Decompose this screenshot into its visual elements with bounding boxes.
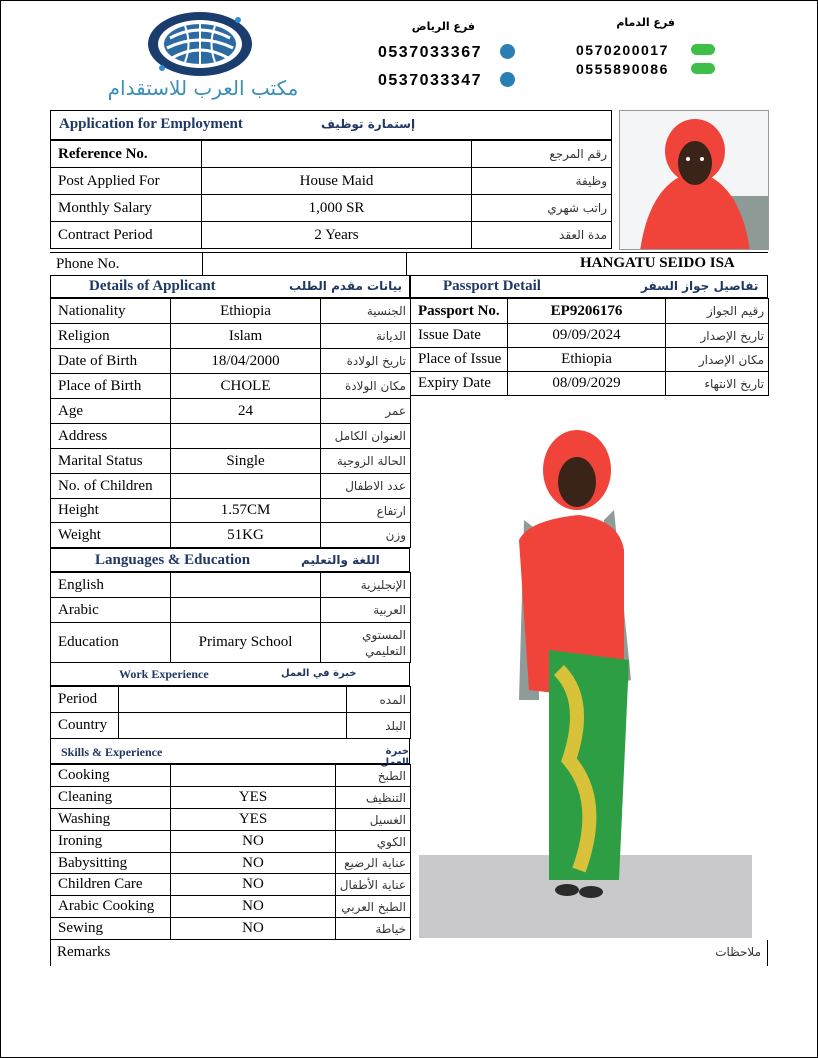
passport-row-label: Place of Issue (411, 348, 508, 372)
work-row-value (119, 713, 347, 739)
languages-row-label-ar: العربية (321, 598, 411, 623)
details-row-label: Age (51, 399, 171, 424)
applicant-portrait (619, 110, 769, 250)
post-label-ar: وظيفة (472, 168, 612, 195)
table-row (51, 874, 411, 896)
contract-label: Contract Period (51, 222, 202, 249)
contract-value: 2 Years (202, 222, 472, 249)
languages-row-label: Education (51, 623, 171, 663)
skills-row-label-ar: عناية الرضيع (336, 853, 411, 874)
riyadh-phone-2: 0537033347 (378, 72, 515, 90)
details-row-label: Weight (51, 523, 171, 548)
details-title-en: Details of Applicant (89, 278, 216, 294)
table-row (51, 499, 411, 523)
passport-row-label-ar: تاريخ الانتهاء (666, 372, 769, 396)
table-row (51, 324, 411, 349)
work-row-label-ar: البلد (347, 713, 411, 739)
form-title-ar: إستمارة توظيف (321, 117, 416, 131)
table-row (51, 141, 612, 168)
passport-row-label: Issue Date (411, 324, 508, 348)
table-row (51, 474, 411, 499)
work-title-ar: خبرة في العمل (281, 668, 357, 679)
table-row (51, 299, 411, 324)
languages-row-label-ar: المستوي التعليمي (321, 623, 411, 663)
dammam-phone-1: 0570200017 (576, 42, 715, 60)
details-row-value: Islam (171, 324, 321, 349)
details-row-label-ar: عدد الاطفال (321, 474, 411, 499)
details-row-label: Place of Birth (51, 374, 171, 399)
work-row-value (119, 687, 347, 713)
phone-value (202, 253, 407, 275)
dammam-branch-label: فرع الدمام (616, 16, 675, 29)
form-title-en: Application for Employment (59, 116, 243, 132)
details-row-label: Religion (51, 324, 171, 349)
skills-row-label: Arabic Cooking (51, 896, 171, 918)
phone-icon (691, 63, 715, 74)
table-row (51, 168, 612, 195)
riyadh-branch-label: فرع الرياض (411, 20, 475, 33)
languages-row-label: Arabic (51, 598, 171, 623)
languages-row-value (171, 573, 321, 598)
remarks-label: Remarks (57, 944, 111, 960)
applicant-full-photo (419, 400, 752, 938)
languages-title-ar: اللغة والتعليم (301, 553, 380, 567)
details-row-value (171, 474, 321, 499)
skills-row-label: Cleaning (51, 787, 171, 809)
table-row (51, 598, 411, 623)
passport-row-value: EP9206176 (508, 299, 666, 324)
skills-row-value: NO (171, 831, 336, 853)
applicant-name: HANGATU SEIDO ISA (580, 255, 735, 271)
whatsapp-icon (500, 44, 515, 59)
details-row-label-ar: وزن (321, 523, 411, 548)
top-info-table (50, 140, 612, 249)
remarks-label-ar: ملاحظات (715, 945, 761, 959)
office-name: مكتب العرب للاستقدام (107, 76, 299, 100)
skills-title-ar: خبرة العمل (380, 746, 409, 768)
skills-row-label-ar: الغسيل (336, 809, 411, 831)
skills-row-label-ar: عناية الأطفال (336, 874, 411, 896)
details-row-value: 18/04/2000 (171, 349, 321, 374)
table-row (51, 424, 411, 449)
skills-row-label: Washing (51, 809, 171, 831)
details-row-label: Date of Birth (51, 349, 171, 374)
skills-row-label-ar: التنظيف (336, 787, 411, 809)
skills-row-label-ar: خياطة (336, 918, 411, 940)
details-row-label-ar: مكان الولادة (321, 374, 411, 399)
reference-label: Reference No. (51, 141, 202, 168)
table-row (51, 687, 411, 713)
salary-label-ar: راتب شهري (472, 195, 612, 222)
passport-title-en: Passport Detail (443, 278, 541, 294)
table-row (51, 809, 411, 831)
passport-row-label: Expiry Date (411, 372, 508, 396)
languages-row-value: Primary School (171, 623, 321, 663)
table-row (411, 299, 769, 324)
phone-icon (691, 44, 715, 55)
salary-label: Monthly Salary (51, 195, 202, 222)
details-row-value: 51KG (171, 523, 321, 548)
passport-row-value: Ethiopia (508, 348, 666, 372)
form-title-box (50, 110, 612, 140)
details-row-label: Nationality (51, 299, 171, 324)
details-row-value: Ethiopia (171, 299, 321, 324)
table-row (51, 918, 411, 940)
languages-heading (50, 548, 410, 572)
skills-row-value: YES (171, 809, 336, 831)
table-row (51, 896, 411, 918)
contract-label-ar: مدة العقد (472, 222, 612, 249)
table-row (411, 324, 769, 348)
whatsapp-icon (500, 72, 515, 87)
skills-row-value: NO (171, 918, 336, 940)
work-row-label: Country (51, 713, 119, 739)
table-row (51, 831, 411, 853)
work-row-label: Period (51, 687, 119, 713)
skills-row-value: NO (171, 896, 336, 918)
post-label: Post Applied For (51, 168, 202, 195)
details-row-label: No. of Children (51, 474, 171, 499)
company-logo (140, 8, 260, 83)
skills-row-value: NO (171, 874, 336, 896)
table-row (51, 523, 411, 548)
work-title-en: Work Experience (119, 667, 209, 681)
salary-value: 1,000 SR (202, 195, 472, 222)
dammam-phone-2: 0555890086 (576, 61, 715, 79)
table-row (51, 623, 411, 663)
skills-row-label: Cooking (51, 765, 171, 787)
skills-row-label: Babysitting (51, 853, 171, 874)
table-row (51, 713, 411, 739)
remarks-row (50, 940, 768, 966)
skills-title-en: Skills & Experience (61, 745, 163, 759)
table-row (51, 765, 411, 787)
details-row-label: Marital Status (51, 449, 171, 474)
details-row-label: Address (51, 424, 171, 449)
passport-title-ar: تفاصيل جواز السفر (641, 279, 759, 293)
details-table (50, 298, 411, 548)
details-row-label-ar: الجنسية (321, 299, 411, 324)
skills-row-label: Children Care (51, 874, 171, 896)
phone-label: Phone No. (56, 256, 120, 272)
riyadh-phone-1: 0537033367 (378, 44, 515, 62)
passport-row-label: Passport No. (411, 299, 508, 324)
details-row-label: Height (51, 499, 171, 523)
post-value: House Maid (202, 168, 472, 195)
table-row (51, 399, 411, 424)
details-row-label-ar: الحالة الزوجية (321, 449, 411, 474)
phone-row (50, 252, 768, 274)
table-row (51, 374, 411, 399)
details-row-value (171, 424, 321, 449)
skills-row-label: Sewing (51, 918, 171, 940)
languages-row-label: English (51, 573, 171, 598)
skills-row-value (171, 765, 336, 787)
languages-title-en: Languages & Education (95, 552, 251, 568)
skills-heading (50, 738, 410, 768)
table-row (51, 449, 411, 474)
passport-row-value: 09/09/2024 (508, 324, 666, 348)
table-row (411, 372, 769, 396)
languages-table (50, 572, 411, 663)
languages-row-label-ar: الإنجليزية (321, 573, 411, 598)
passport-row-label-ar: تاريخ الإصدار (666, 324, 769, 348)
table-row (411, 348, 769, 372)
skills-table (50, 764, 411, 940)
details-row-label-ar: ارتفاع (321, 499, 411, 523)
skills-row-label-ar: الكوي (336, 831, 411, 853)
languages-row-value (171, 598, 321, 623)
passport-row-label-ar: رقيم الجواز (666, 299, 769, 324)
details-row-value: 24 (171, 399, 321, 424)
reference-label-ar: رقم المرجع (472, 141, 612, 168)
table-row (51, 787, 411, 809)
work-row-label-ar: المده (347, 687, 411, 713)
skills-row-label-ar: الطبخ العربي (336, 896, 411, 918)
table-row (51, 222, 612, 249)
details-title-ar: بيانات مقدم الطلب (289, 279, 403, 293)
reference-value (202, 141, 472, 168)
details-row-label-ar: عمر (321, 399, 411, 424)
table-row (51, 573, 411, 598)
details-heading (50, 275, 410, 298)
skills-row-label-ar: الطبخ (336, 765, 411, 787)
passport-heading (410, 275, 768, 298)
passport-row-label-ar: مكان الإصدار (666, 348, 769, 372)
skills-row-value: NO (171, 853, 336, 874)
skills-row-label: Ironing (51, 831, 171, 853)
work-heading (50, 662, 410, 686)
passport-table (410, 298, 769, 396)
table-row (51, 349, 411, 374)
skills-row-value: YES (171, 787, 336, 809)
details-row-label-ar: العنوان الكامل (321, 424, 411, 449)
details-row-value: 1.57CM (171, 499, 321, 523)
table-row (51, 853, 411, 874)
table-row (51, 195, 612, 222)
details-row-value: Single (171, 449, 321, 474)
work-table (50, 686, 411, 739)
details-row-label-ar: الديانة (321, 324, 411, 349)
details-row-value: CHOLE (171, 374, 321, 399)
details-row-label-ar: تاريخ الولادة (321, 349, 411, 374)
passport-row-value: 08/09/2029 (508, 372, 666, 396)
